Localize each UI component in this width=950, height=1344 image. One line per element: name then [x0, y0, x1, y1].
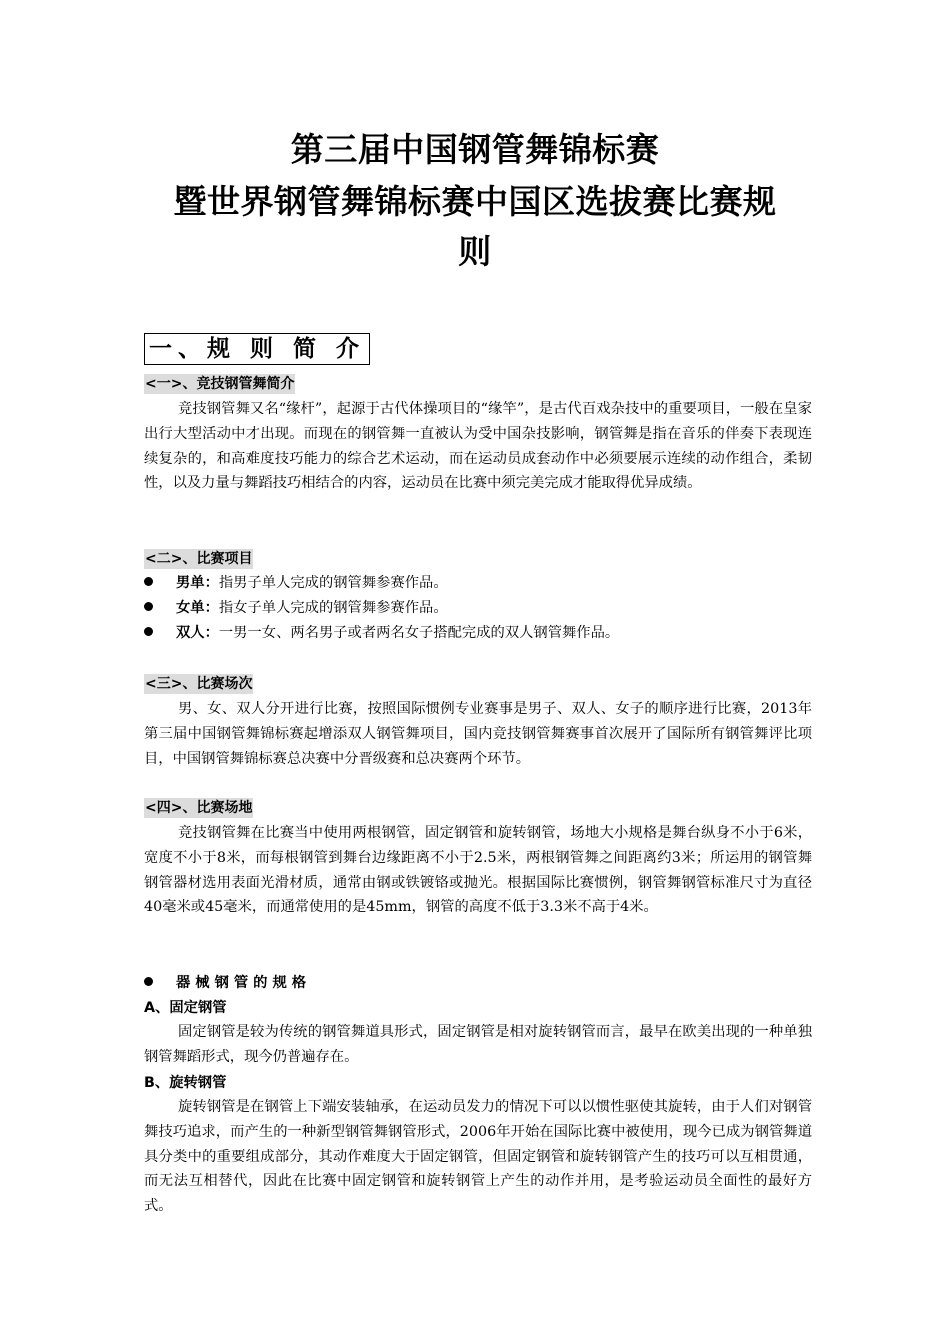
- subheading-fixed-pole: A、固定钢管: [144, 1000, 227, 1016]
- paragraph-venue: 竞技钢管舞在比赛当中使用两根钢管，固定钢管和旋转钢管，场地大小规格是舞台纵身不小于6米，宽度不小于8米，而每根钢管到舞台边缘距离不小于2.5米，两根钢管舞之间距离约3米；所运用的钢管舞钢管器材选用表面光滑材质，通常由钢或铁镀铬或抛光。根据国际比赛惯例，钢管舞钢管标准尺寸为直径40毫米或45毫米，而通常使用的是45mm，钢管的高度不低于3.3米不高于4米。: [144, 825, 812, 916]
- paragraph-fixed-pole: 固定钢管是较为传统的钢管舞道具形式，固定钢管是相对旋转钢管而言，最早在欧美出现的一种单独钢管舞蹈形式，现今仍普遍存在。: [144, 1024, 812, 1065]
- title-line-3: 则: [458, 232, 492, 271]
- list-item-desc: 指男子单人完成的钢管舞参赛作品。: [218, 575, 448, 591]
- list-item-desc: 一男一女、两名男子或者两名女子搭配完成的双人钢管舞作品。: [218, 625, 620, 641]
- list-item-pairs: [144, 621, 812, 645]
- bullet-icon: [144, 602, 153, 611]
- list-item-term: 女单：: [176, 600, 219, 616]
- list-item-women-single: [144, 596, 812, 620]
- subheading-events: <二>、比赛项目: [145, 551, 253, 567]
- title-line-1: 第三届中国钢管舞锦标赛: [290, 130, 660, 169]
- section-heading-rules-intro: 一、规 则 简 介: [144, 333, 370, 365]
- list-item-term: 双人：: [176, 625, 219, 641]
- spec-heading: [144, 971, 311, 995]
- subheading-spinning-pole: B、旋转钢管: [144, 1075, 227, 1091]
- paragraph-spinning-pole: 旋转钢管是在钢管上下端安装轴承，在运动员发力的情况下可以以惯性驱使其旋转，由于人们对钢管舞技巧追求，而产生的一种新型钢管舞钢管形式，2006年开始在国际比赛中被使用，现今已成为钢管舞道具分类中的重要组成部分，其动作难度大于固定钢管，但固定钢管和旋转钢管产生的技巧可以互相贯通，而无法互相替代，因此在比赛中固定钢管和旋转钢管上产生的动作并用，是考验运动员全面性的最好方式。: [144, 1099, 812, 1215]
- paragraph-sessions: 男、女、双人分开进行比赛，按照国际惯例专业赛事是男子、双人、女子的顺序进行比赛，2013年第三届中国钢管舞锦标赛起增添双人钢管舞项目，国内竞技钢管舞赛事首次展开了国际所有钢管舞评比项目，中国钢管舞锦标赛总决赛中分晋级赛和总决赛两个环节。: [144, 701, 812, 767]
- paragraph-intro: 竞技钢管舞又名“缘杆”，起源于古代体操项目的“缘竿”，是古代百戏杂技中的重要项目，一般在皇家出行大型活动中才出现。而现在的钢管舞一直被认为受中国杂技影响，钢管舞是指在音乐的伴奏下表现连续复杂的，和高难度技巧能力的综合艺术运动，而在运动员成套动作中必须要展示连续的动作组合，柔韧性，以及力量与舞蹈技巧相结合的内容，运动员在比赛中须完美完成才能取得优异成绩。: [144, 401, 812, 492]
- subheading-sessions: <三>、比赛场次: [145, 676, 253, 692]
- list-item-men-single: [144, 571, 812, 595]
- spec-heading-text: 器械钢管的规格: [176, 975, 312, 991]
- subheading-intro: <一>、竞技钢管舞简介: [145, 376, 295, 392]
- bullet-icon: [144, 577, 153, 586]
- list-item-term: 男单：: [176, 575, 219, 591]
- bullet-icon: [144, 627, 153, 636]
- subheading-venue: <四>、比赛场地: [145, 800, 253, 816]
- title-line-2: 暨世界钢管舞锦标赛中国区选拔赛比赛规: [173, 182, 777, 221]
- list-item-desc: 指女子单人完成的钢管舞参赛作品。: [218, 600, 448, 616]
- bullet-icon: [144, 977, 153, 986]
